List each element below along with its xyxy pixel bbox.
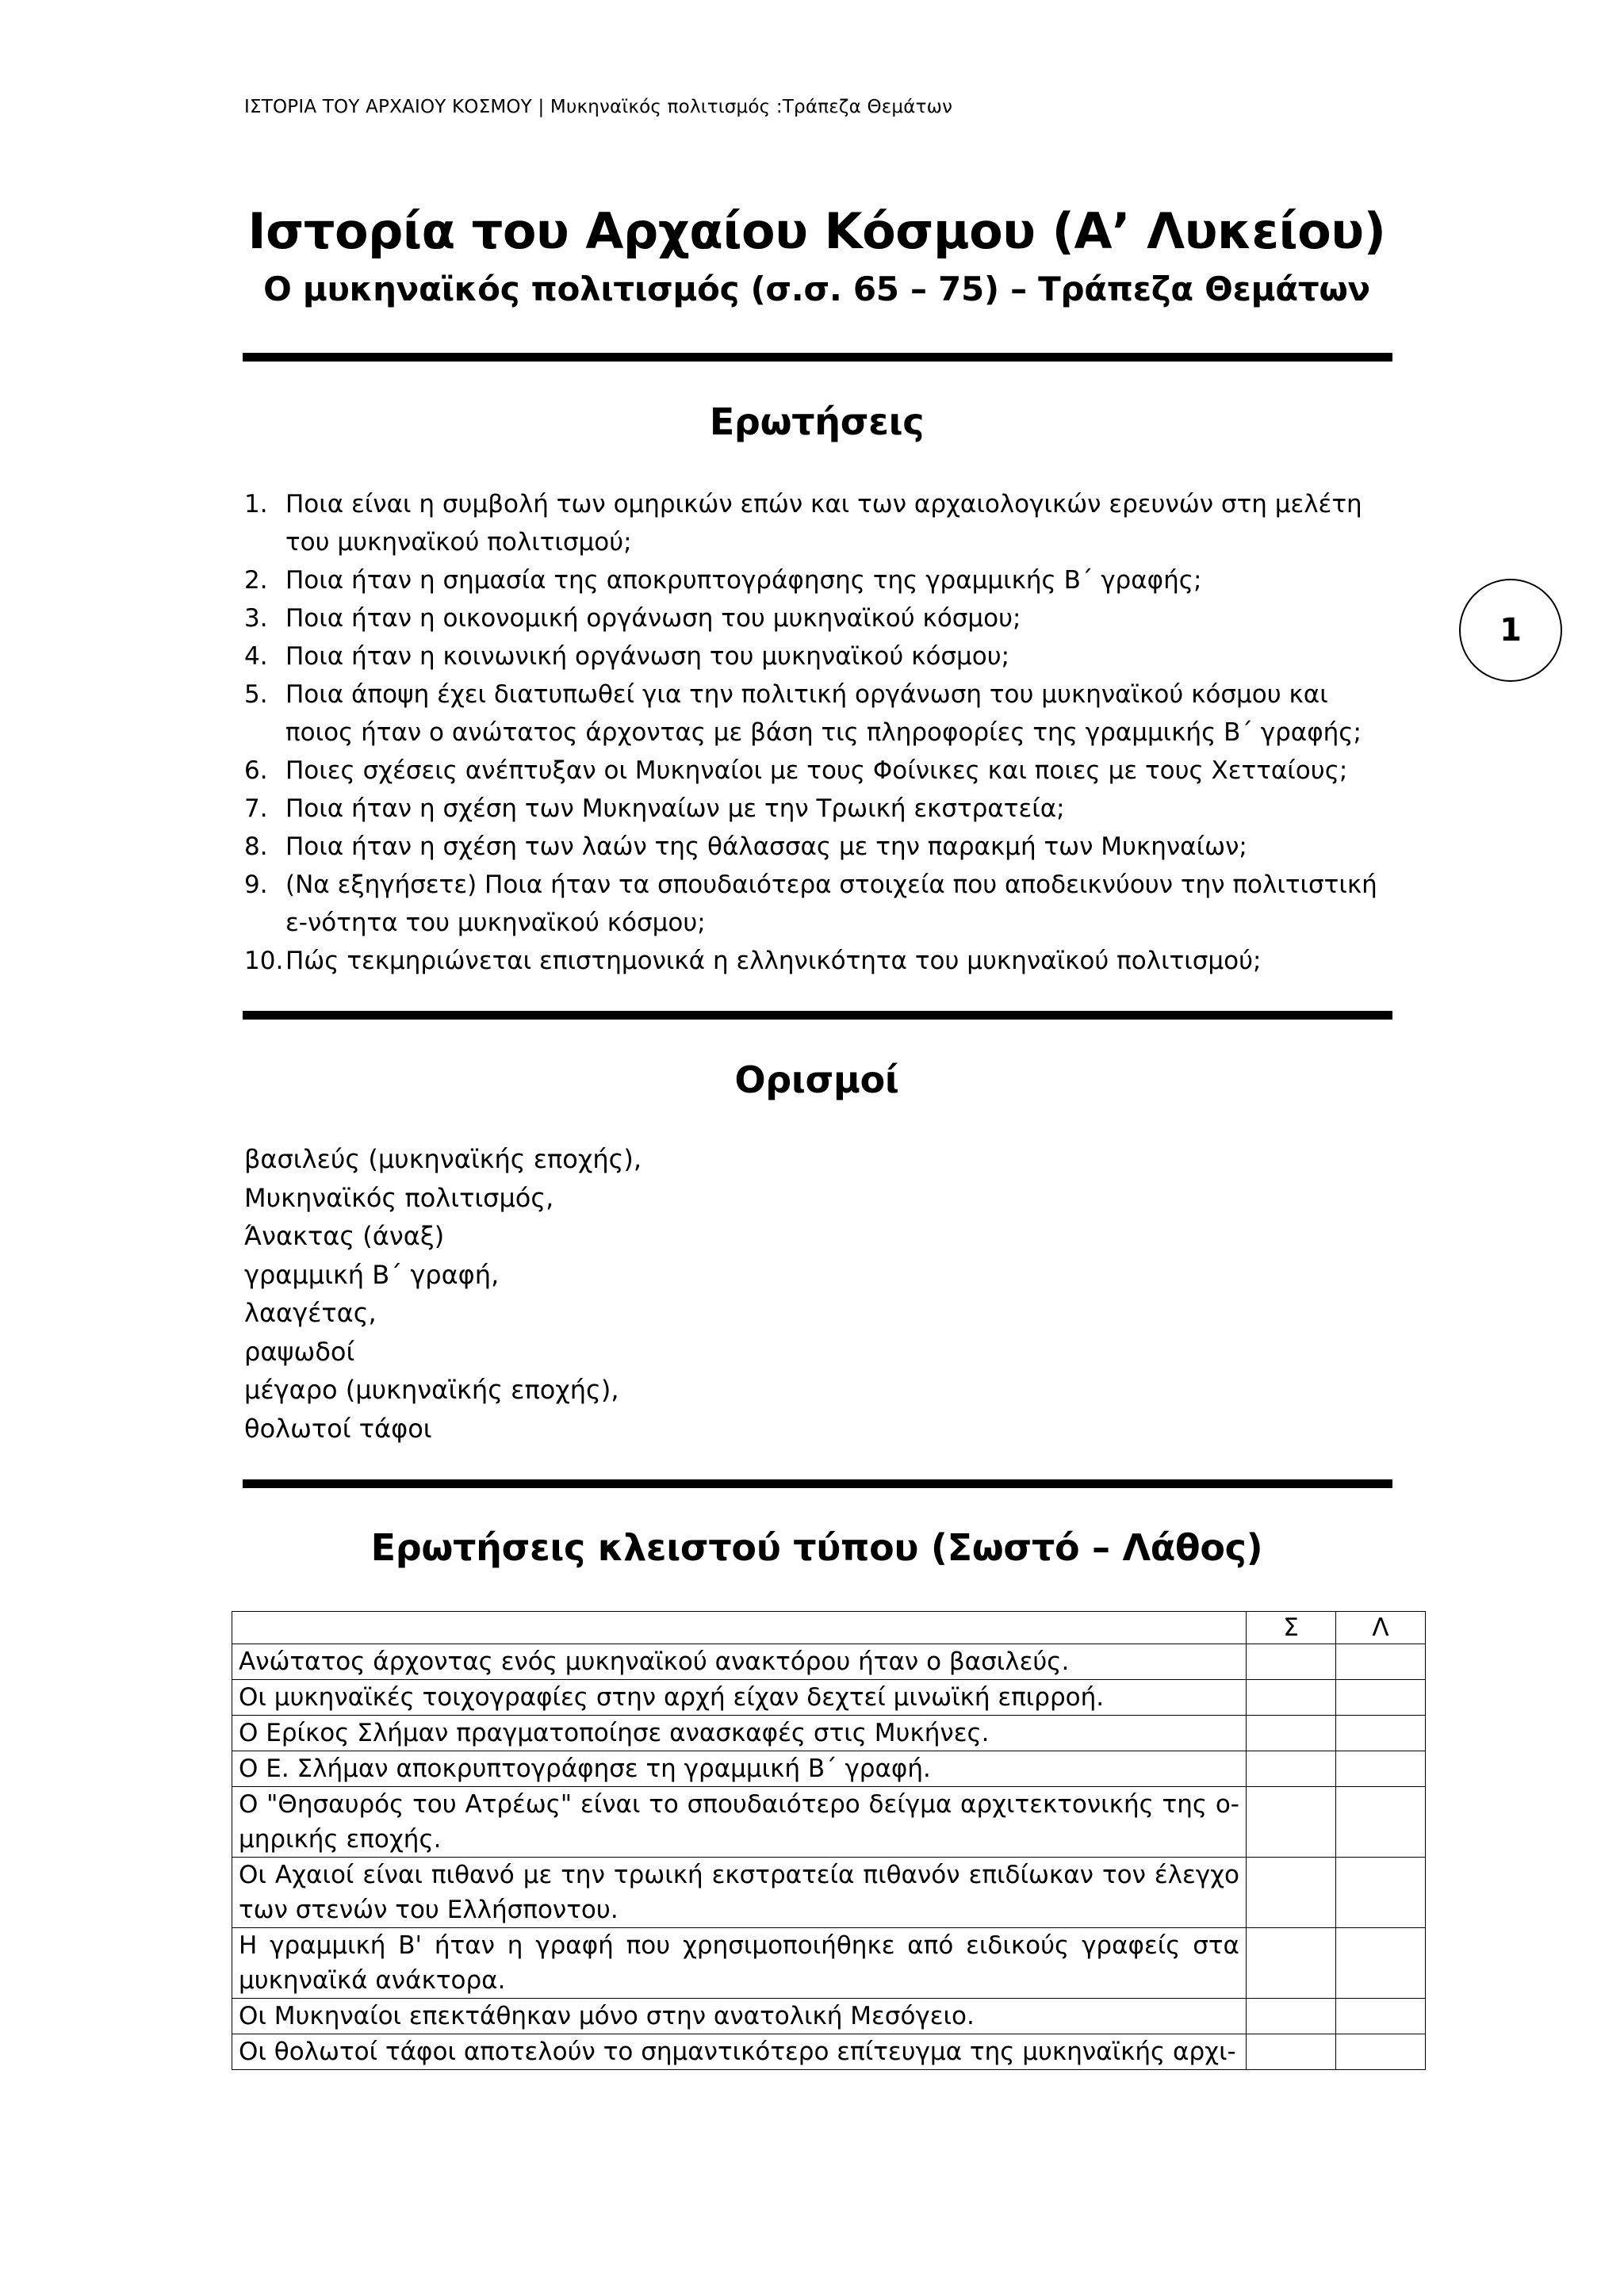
false-answer-cell[interactable] <box>1336 1787 1426 1858</box>
table-row <box>232 1680 1426 1716</box>
true-answer-cell[interactable] <box>1247 1999 1336 2034</box>
question-item <box>244 866 1394 942</box>
question-number: 8. <box>244 832 268 861</box>
statement-cell: Η γραμμική Β' ήταν η γραφή που χρησιμοποιήθηκε από ειδικούς γραφείς στα μυκηναϊκά ανάκτορα. <box>232 1928 1247 1999</box>
question-number: 5. <box>244 680 268 709</box>
table-row <box>232 1858 1426 1928</box>
true-answer-cell[interactable] <box>1247 1858 1336 1928</box>
page-subtitle: Ο μυκηναϊκός πολιτισμός (σ.σ. 65 – 75) – Τράπεζα Θεμάτων <box>263 270 1370 308</box>
question-item <box>244 752 1394 790</box>
definition-item: γραμμική Β΄ γραφή, <box>244 1259 500 1290</box>
questions-list <box>244 485 1394 980</box>
question-number: 1. <box>244 490 268 519</box>
table-row <box>232 1999 1426 2034</box>
question-item <box>244 942 1394 980</box>
page-title: Ιστορία του Αρχαίου Κόσμου (Α’ Λυκείου) <box>247 202 1386 260</box>
page-number: 1 <box>1500 612 1522 649</box>
definition-item: ραψωδοί <box>244 1336 355 1367</box>
statement-cell: Οι Μυκηναίοι επεκτάθηκαν μόνο στην ανατολική Μεσόγειο. <box>232 1999 1247 2034</box>
section-divider <box>243 353 1392 362</box>
statement-cell: Ο "Θησαυρός του Ατρέως" είναι το σπουδαιότερο δείγμα αρχιτεκτονικής της ο-μηρικής εποχής. <box>232 1787 1247 1858</box>
section-divider <box>243 1011 1392 1020</box>
statement-cell: Οι θολωτοί τάφοι αποτελούν το σημαντικότερο επίτευγμα της μυκηναϊκής αρχι- <box>232 2034 1247 2070</box>
questions-heading: Ερωτήσεις <box>709 400 925 443</box>
false-answer-cell[interactable] <box>1336 1858 1426 1928</box>
table-row <box>232 1644 1426 1680</box>
false-answer-cell[interactable] <box>1336 1999 1426 2034</box>
false-answer-cell[interactable] <box>1336 1680 1426 1716</box>
statement-cell: Ανώτατος άρχοντας ενός μυκηναϊκού ανακτόρου ήταν ο βασιλεύς. <box>232 1644 1247 1680</box>
false-answer-cell[interactable] <box>1336 1644 1426 1680</box>
question-number: 3. <box>244 604 268 633</box>
question-number: 6. <box>244 756 268 785</box>
false-answer-cell[interactable] <box>1336 2034 1426 2070</box>
page-number-badge <box>1459 579 1562 682</box>
question-item <box>244 828 1394 866</box>
true-answer-cell[interactable] <box>1247 1644 1336 1680</box>
definition-item: θολωτοί τάφοι <box>244 1413 432 1444</box>
section-divider <box>243 1479 1392 1488</box>
question-number: 10. <box>244 947 284 975</box>
table-row <box>232 1787 1426 1858</box>
question-text: Ποιες σχέσεις ανέπτυξαν οι Μυκηναίοι με τους Φοίνικες και ποιες με τους Χετταίους; <box>285 756 1348 785</box>
definition-item: μέγαρο (μυκηναϊκής εποχής), <box>244 1375 619 1405</box>
question-item <box>244 637 1394 675</box>
true-answer-cell[interactable] <box>1247 1680 1336 1716</box>
question-text: Πώς τεκμηριώνεται επιστημονικά η ελληνικότητα του μυκηναϊκού πολιτισμού; <box>285 947 1262 975</box>
statement-cell: Οι μυκηναϊκές τοιχογραφίες στην αρχή είχαν δεχτεί μινωϊκή επιρροή. <box>232 1680 1247 1716</box>
definitions-list <box>244 1140 642 1448</box>
question-number: 2. <box>244 566 268 595</box>
table-header-row <box>232 1612 1426 1644</box>
table-row <box>232 1716 1426 1751</box>
false-answer-cell[interactable] <box>1336 1716 1426 1751</box>
question-number: 9. <box>244 871 268 899</box>
true-answer-cell[interactable] <box>1247 1787 1336 1858</box>
table-row <box>232 1928 1426 1999</box>
statement-header <box>232 1612 1247 1644</box>
statement-cell: Ο Ερίκος Σλήμαν πραγματοποίησε ανασκαφές στις Μυκήνες. <box>232 1716 1247 1751</box>
true-false-table <box>232 1611 1426 2070</box>
true-answer-cell[interactable] <box>1247 1928 1336 1999</box>
question-number: 7. <box>244 794 268 823</box>
question-text: Ποια ήταν η κοινωνική οργάνωση του μυκηναϊκού κόσμου; <box>285 642 1010 671</box>
definitions-heading: Ορισμοί <box>734 1058 899 1101</box>
statement-cell: Οι Αχαιοί είναι πιθανό με την τρωική εκστρατεία πιθανόν επιδίωκαν τον έλεγχο των στενών του Ελλήσποντου. <box>232 1858 1247 1928</box>
question-item <box>244 485 1394 561</box>
definition-item: λααγέτας, <box>244 1298 377 1328</box>
false-answer-cell[interactable] <box>1336 1928 1426 1999</box>
question-number: 4. <box>244 642 268 671</box>
definition-item: Άνακτας (άναξ) <box>244 1221 445 1251</box>
title-block <box>0 202 1624 308</box>
question-text: Ποια είναι η συμβολή των ομηρικών επών και των αρχαιολογικών ερευνών στη μελέτη του μυκηναϊκού πολιτισμού; <box>285 490 1362 557</box>
true-answer-cell[interactable] <box>1247 1751 1336 1787</box>
false-column-header: Λ <box>1336 1612 1426 1644</box>
statement-cell: Ο Ε. Σλήμαν αποκρυπτογράφησε τη γραμμική Β΄ γραφή. <box>232 1751 1247 1787</box>
question-item <box>244 599 1394 637</box>
true-answer-cell[interactable] <box>1247 1716 1336 1751</box>
false-answer-cell[interactable] <box>1336 1751 1426 1787</box>
question-text: (Να εξηγήσετε) Ποια ήταν τα σπουδαιότερα στοιχεία που αποδεικνύουν την πολιτιστική ε-νότητα του μυκηναϊκού κόσμου; <box>285 871 1377 937</box>
running-header: ΙΣΤΟΡΙΑ ΤΟΥ ΑΡΧΑΙΟΥ ΚΟΣΜΟΥ | Μυκηναϊκός πολιτισμός :Τράπεζα Θεμάτων <box>244 97 953 117</box>
true-column-header: Σ <box>1247 1612 1336 1644</box>
question-text: Ποια ήταν η σχέση των λαών της θάλασσας με την παρακμή των Μυκηναίων; <box>285 832 1247 861</box>
true-answer-cell[interactable] <box>1247 2034 1336 2070</box>
question-text: Ποια άποψη έχει διατυπωθεί για την πολιτική οργάνωση του μυκηναϊκού κόσμου και ποιος ήταν ο ανώτατος άρχοντας με βάση τις πληροφορίες της γραμμικής Β΄ γραφής; <box>285 680 1362 747</box>
definition-item: βασιλεύς (μυκηναϊκής εποχής), <box>244 1144 642 1174</box>
question-item <box>244 561 1394 599</box>
question-text: Ποια ήταν η σχέση των Μυκηναίων με την Τρωική εκστρατεία; <box>285 794 1065 823</box>
definition-item: Μυκηναϊκός πολιτισμός, <box>244 1182 554 1213</box>
question-item <box>244 675 1394 752</box>
table-row <box>232 2034 1426 2070</box>
question-text: Ποια ήταν η οικονομική οργάνωση του μυκηναϊκού κόσμου; <box>285 604 1021 633</box>
question-item <box>244 790 1394 828</box>
table-row <box>232 1751 1426 1787</box>
question-text: Ποια ήταν η σημασία της αποκρυπτογράφησης της γραμμικής Β΄ γραφής; <box>285 566 1202 595</box>
true-false-heading: Ερωτήσεις κλειστού τύπου (Σωστό – Λάθος) <box>370 1526 1263 1569</box>
